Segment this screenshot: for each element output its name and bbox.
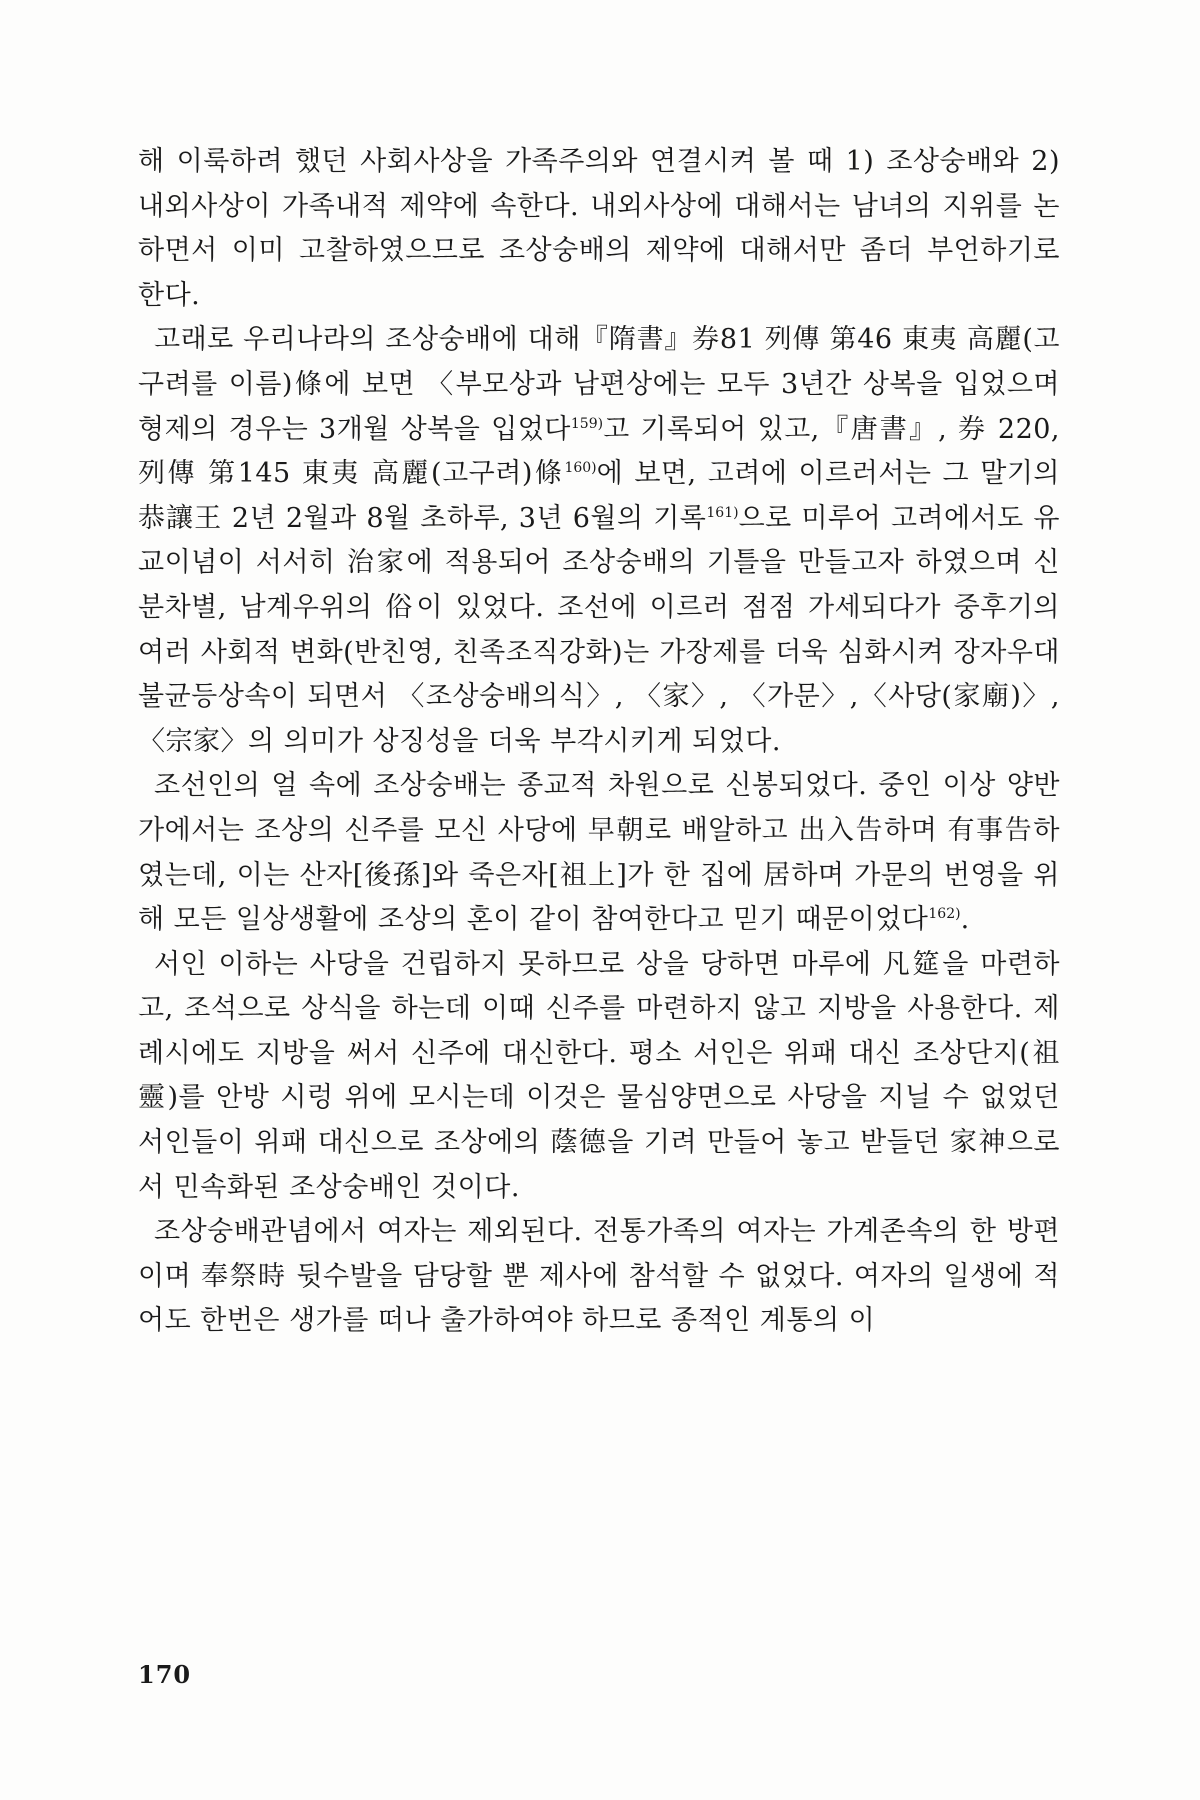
paragraph xyxy=(138,140,1060,318)
paragraph-text: 으로 미루어 고려에서도 유교이념이 서서히 治家에 적용되어 조상숭배의 기틀을 만들고자 하였으며 신분차별, 남계우위의 俗이 있었다. 조선에 이르러 점점 가세되다가 중후기의 여러 사회적 변화(반친영, 친족조직강화)는 가장제를 더욱 심화시켜 장자우대 불균등상속이 되면서 〈조상숭배의식〉, 〈家〉, 〈가문〉,〈사당(家廟)〉,〈宗家〉의 의미가 상징성을 더욱 부각시키게 되었다. xyxy=(138,502,1060,757)
paragraph-text: 고래로 우리나라의 조상숭배에 대해『隋書』券81 列傳 第46 東夷 高麗(고구려를 이름)條에 보면 〈부모상과 남편상에는 모두 3년간 상복을 입었으며 형제의 경우는 3개월 상복을 입었다 xyxy=(138,324,1060,445)
footnote-marker: 162) xyxy=(928,906,961,923)
paragraph-text: 조선인의 얼 속에 조상숭배는 종교적 차원으로 신봉되었다. 중인 이상 양반가에서는 조상의 신주를 모신 사당에 早朝로 배알하고 出入告하며 有事告하였는데, 이는 산자[後孫]와 죽은자[祖上]가 한 집에 居하며 가문의 번영을 위해 모든 일상생활에 조상의 혼이 같이 참여한다고 믿기 때문이었다 xyxy=(138,770,1060,936)
paragraph-text: 서인 이하는 사당을 건립하지 못하므로 상을 당하면 마루에 凡筵을 마련하고, 조석으로 상식을 하는데 이때 신주를 마련하지 않고 지방을 사용한다. 제례시에도 지방을 써서 신주에 대신한다. 평소 서인은 위패 대신 조상단지(祖靈)를 안방 시렁 위에 모시는데 이것은 물심양면으로 사당을 지닐 수 없었던 서인들이 위패 대신으로 조상에의 蔭德을 기려 만들어 놓고 받들던 家神으로서 민속화된 조상숭배인 것이다. xyxy=(138,948,1060,1203)
paragraph xyxy=(138,943,1060,1211)
paragraph-text: 에 보면, 고려에 이르러서는 그 말기의 恭讓王 2년 2월과 8월 초하루, 3년 6월의 기록 xyxy=(138,458,1060,534)
paragraph-text: 조상숭배관념에서 여자는 제외된다. 전통가족의 여자는 가계존속의 한 방편이며 奉祭時 뒷수발을 담당할 뿐 제사에 참석할 수 없었다. 여자의 일생에 적어도 한번은 생가를 떠나 출가하여야 하므로 종적인 계통의 이 xyxy=(138,1216,1060,1337)
paragraph-text: 해 이룩하려 했던 사회사상을 가족주의와 연결시켜 볼 때 1) 조상숭배와 2) 내외사상이 가족내적 제약에 속한다. 내외사상에 대해서는 남녀의 지위를 논하면서 이미 고찰하였으므로 조상숭배의 제약에 대해서만 좀더 부언하기로 한다. xyxy=(138,146,1060,311)
paragraph-text: . xyxy=(960,904,970,936)
paragraph xyxy=(138,318,1060,764)
page-number: 170 xyxy=(138,1660,192,1689)
paragraph xyxy=(138,1210,1060,1344)
footnote-marker: 160) xyxy=(564,460,597,477)
paragraph xyxy=(138,764,1060,942)
footnote-marker: 161) xyxy=(706,504,739,521)
footnote-marker: 159) xyxy=(570,415,604,432)
paragraph-text: 고 기록되어 있고,『唐書』, 券 220, 列傳 第145 東夷 高麗(고구려)條 xyxy=(138,413,1061,490)
body-text xyxy=(138,140,1060,1344)
